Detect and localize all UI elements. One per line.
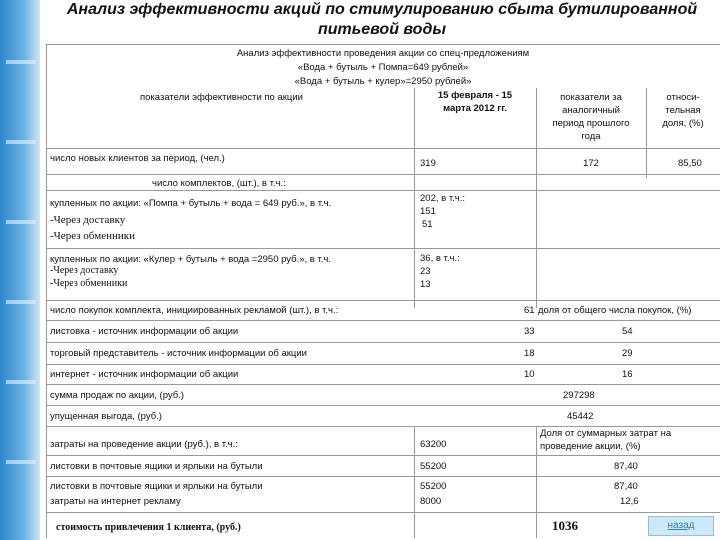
cell-mail-leaflets: 55200 (420, 481, 447, 492)
row-label-cooler-exchange: -Через обменники (50, 278, 128, 289)
row-divider (46, 512, 720, 513)
row-label-internet: интернет - источник информации об акции (50, 369, 239, 380)
row-label-lost-profit: упущенная выгода, (руб.) (50, 411, 162, 422)
cell-agent-share: 29 (622, 348, 633, 359)
row-divider (46, 426, 720, 427)
row-divider (46, 342, 720, 343)
row-label-ads: число покупок комплекта, инициированных рекламой (шт.), в т.ч.: (50, 305, 339, 316)
cell-internet-ads-share: 12,6 (620, 496, 639, 507)
cell-internet-share: 16 (622, 369, 633, 380)
row-label-pump-delivery: -Через доставку (50, 214, 126, 226)
cell-costs-share-header: проведение акции, (%) (540, 441, 641, 452)
row-divider (46, 300, 720, 301)
cell-mail-leaflets-share: 87,40 (614, 481, 638, 492)
row-label-costs: затраты на проведение акции (руб.), в т.ч.: (50, 439, 238, 450)
sidebar-stripe (6, 220, 36, 224)
cell-lost-profit: 45442 (567, 411, 594, 422)
row-label-kits: число комплектов, (шт.), в т.ч.: (152, 178, 286, 189)
row-divider (46, 174, 720, 175)
sidebar-stripe (6, 460, 36, 464)
row-label-new-clients: число новых клиентов за период, (чел.) (50, 153, 225, 164)
row-label-mail-leaflets: листовки в почтовые ящики и ярлыки на бутыли (50, 461, 263, 472)
row-label-leaflet: листовка - источник информации об акции (50, 326, 239, 337)
cell-leaflet: 33 (524, 326, 535, 337)
column-header-prev-year: показатели за (560, 92, 622, 103)
cell-ads-share-label: доля от общего числа покупок, (%) (538, 305, 692, 316)
cell-cooler-exchange: 13 (420, 279, 431, 290)
cell-mail-leaflets-share: 87,40 (614, 461, 638, 472)
row-label-agent: торговый представитель - источник информации об акции (50, 348, 307, 359)
column-header-period: 15 февраля - 15 (437, 90, 513, 101)
cell-sales: 297298 (563, 390, 595, 401)
row-label-mail-leaflets: листовки в почтовые ящики и ярлыки на бутыли (50, 481, 263, 492)
row-divider (46, 405, 720, 406)
row-divider (46, 384, 720, 385)
column-header-share: тельная (665, 105, 701, 116)
cell-internet-ads: 8000 (420, 496, 442, 507)
cell-ads: 61 (524, 305, 535, 316)
column-divider (414, 88, 415, 308)
cell-cac: 1036 (552, 518, 578, 533)
cell-costs: 63200 (420, 439, 447, 450)
cell-agent: 18 (524, 348, 535, 359)
row-divider (46, 190, 720, 191)
column-header-prev-year: аналогичный (562, 105, 620, 116)
row-label-cooler-offer: купленных по акции: «Кулер + бутыль + вода =2950 руб.», в т.ч. (50, 254, 332, 265)
table-caption: Анализ эффективности проведения акции со спец-предложениям (236, 48, 530, 59)
row-divider (46, 476, 720, 477)
row-divider (46, 364, 720, 365)
row-label-pump-exchange: -Через обменники (50, 230, 136, 242)
cell-pump-exchange: 51 (422, 219, 433, 230)
row-label-cac: стоимость привлечения 1 клиента, (руб.) (56, 522, 241, 533)
column-header-prev-year: года (581, 131, 601, 142)
row-divider (46, 248, 720, 249)
cell-pump-delivery: 151 (420, 206, 436, 217)
column-divider (414, 426, 415, 538)
sidebar-stripe (6, 380, 36, 384)
column-header-share: доля, (%) (662, 118, 704, 129)
table-caption-offer-pump: «Вода + бутыль + Помпа=649 рублей» (297, 62, 469, 73)
cell-leaflet-share: 54 (622, 326, 633, 337)
column-divider (536, 426, 537, 538)
table-border (46, 44, 47, 538)
decorative-sidebar (0, 0, 40, 540)
row-divider (46, 320, 720, 321)
row-label-sales: сумма продаж по акции, (руб.) (50, 390, 184, 401)
row-divider (46, 455, 720, 456)
column-header-share: относи- (666, 92, 700, 103)
row-label-internet-ads: затраты на интернет рекламу (50, 496, 181, 507)
column-header-indicators: показатели эффективности по акции (140, 92, 303, 103)
cell-new-clients-share: 85,50 (678, 158, 702, 169)
cell-costs-share-header: Доля от суммарных затрат на (540, 428, 672, 439)
cell-cooler-delivery: 23 (420, 266, 431, 277)
cell-internet: 10 (524, 369, 535, 380)
row-label-pump-offer: купленных по акции: «Помпа + бутыль + вода = 649 руб.», в т.ч. (50, 198, 332, 209)
cell-pump-total: 202, в т.ч.: (420, 193, 465, 204)
cell-new-clients-prev: 172 (583, 158, 599, 169)
cell-cooler-total: 36, в т.ч.: (420, 253, 460, 264)
sidebar-stripe (6, 300, 36, 304)
page-title: Анализ эффективности акций по стимулированию сбыта бутилированной питьевой воды (66, 1, 698, 38)
sidebar-stripe (6, 140, 36, 144)
back-button[interactable]: назад (648, 516, 714, 536)
column-header-period: марта 2012 гг. (443, 103, 507, 114)
table-border (46, 44, 720, 45)
table-caption-offer-cooler: «Вода + бутыль + кулер»=2950 рублей» (294, 76, 472, 87)
row-label-cooler-delivery: -Через доставку (50, 265, 119, 276)
sidebar-stripe (6, 60, 36, 64)
cell-new-clients: 319 (420, 158, 436, 169)
cell-mail-leaflets: 55200 (420, 461, 447, 472)
column-header-prev-year: период прошлого (552, 118, 630, 129)
row-divider (46, 148, 720, 149)
